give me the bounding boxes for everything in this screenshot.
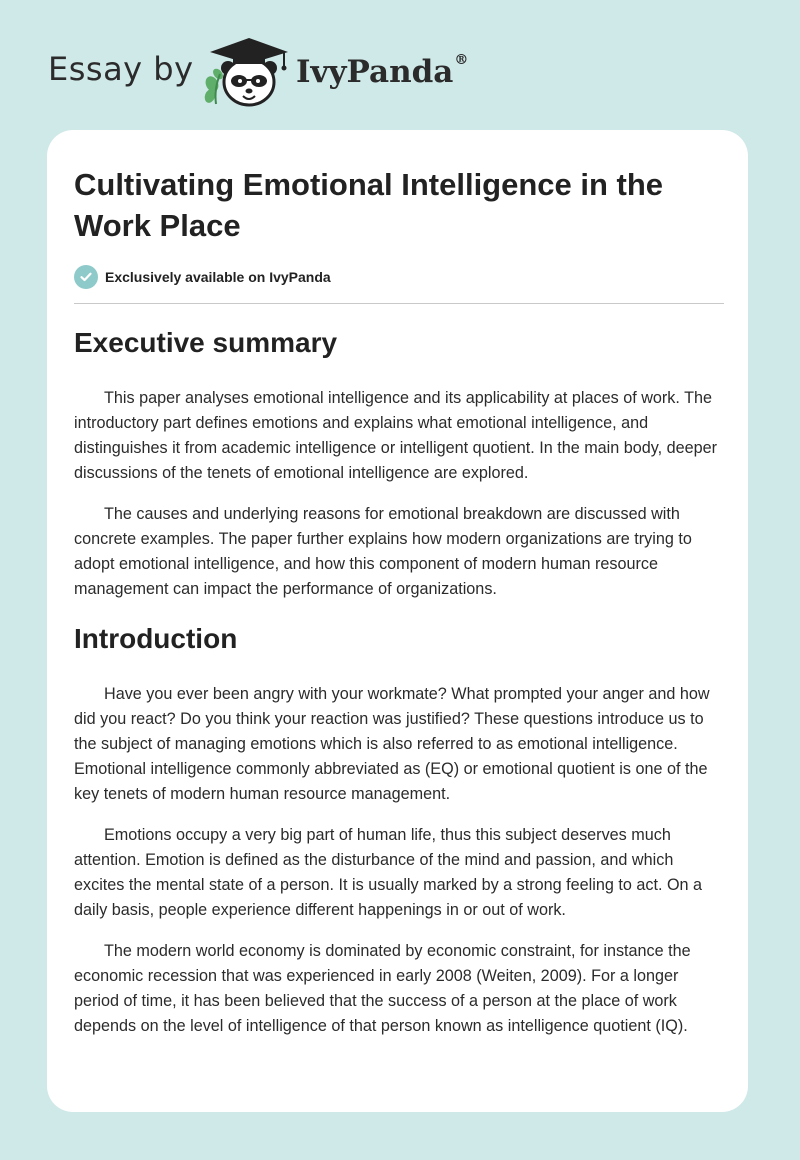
paragraph: Emotions occupy a very big part of human life, thus this subject deserves much attention. Emotion is defined as the disturbance of the mind and passion, and which excites the mental state of a person. It is usually marked by a strong feeling to act. On a daily basis, people experience different happenings in or out of work. [74,826,703,919]
brand-name[interactable] [296,54,468,90]
badge-text: Exclusively available on IvyPanda [105,269,331,285]
paragraph: The modern world economy is dominated by economic constraint, for instance the economic recession that was experienced in early 2008 (Weiten, 2009). For a longer period of time, it has been believed that the success of a person at the place of work depends on the level of intelligence of that person known as intelligence quotient (IQ). [74,942,691,1035]
essay-content [74,164,724,1039]
paragraph: The causes and underlying reasons for emotional breakdown are discussed with concrete examples. The paper further explains how modern organizations are trying to adopt emotional intelligence, and how this component of modern human resource management can impact the performance of organizations. [74,505,692,598]
page-title: Cultivating Emotional Intelligence in the Work Place [74,167,664,243]
essay-by-label: Essay by [48,50,194,88]
divider [74,303,724,304]
check-circle-icon [74,265,98,289]
site-header [0,0,800,130]
paragraph: This paper analyses emotional intelligence and its applicability at places of work. The introductory part defines emotions and explains what emotional intelligence, and distinguishes it from academic intelligence or intelligent quotient. In the main body, deeper discussions of the tenets of emotional intelligence are explored. [74,389,718,482]
paragraph: Have you ever been angry with your workmate? What prompted your anger and how did you react? Do you think your reaction was justified? These questions introduce us to the subject of managing emotions which is also referred to as emotional intelligence. Emotional intelligence commonly abbreviated as (EQ) or emotional quotient is one of the key tenets of modern human resource management. [74,685,710,803]
brand-name-text: IvyPanda [296,54,454,90]
exclusive-badge [74,264,724,290]
section-heading-introduction: Introduction [74,623,238,654]
panda-graduate-icon [200,34,292,110]
section-heading-executive-summary: Executive summary [74,327,338,358]
essay-card [47,130,748,1112]
registered-mark: ® [454,52,469,68]
